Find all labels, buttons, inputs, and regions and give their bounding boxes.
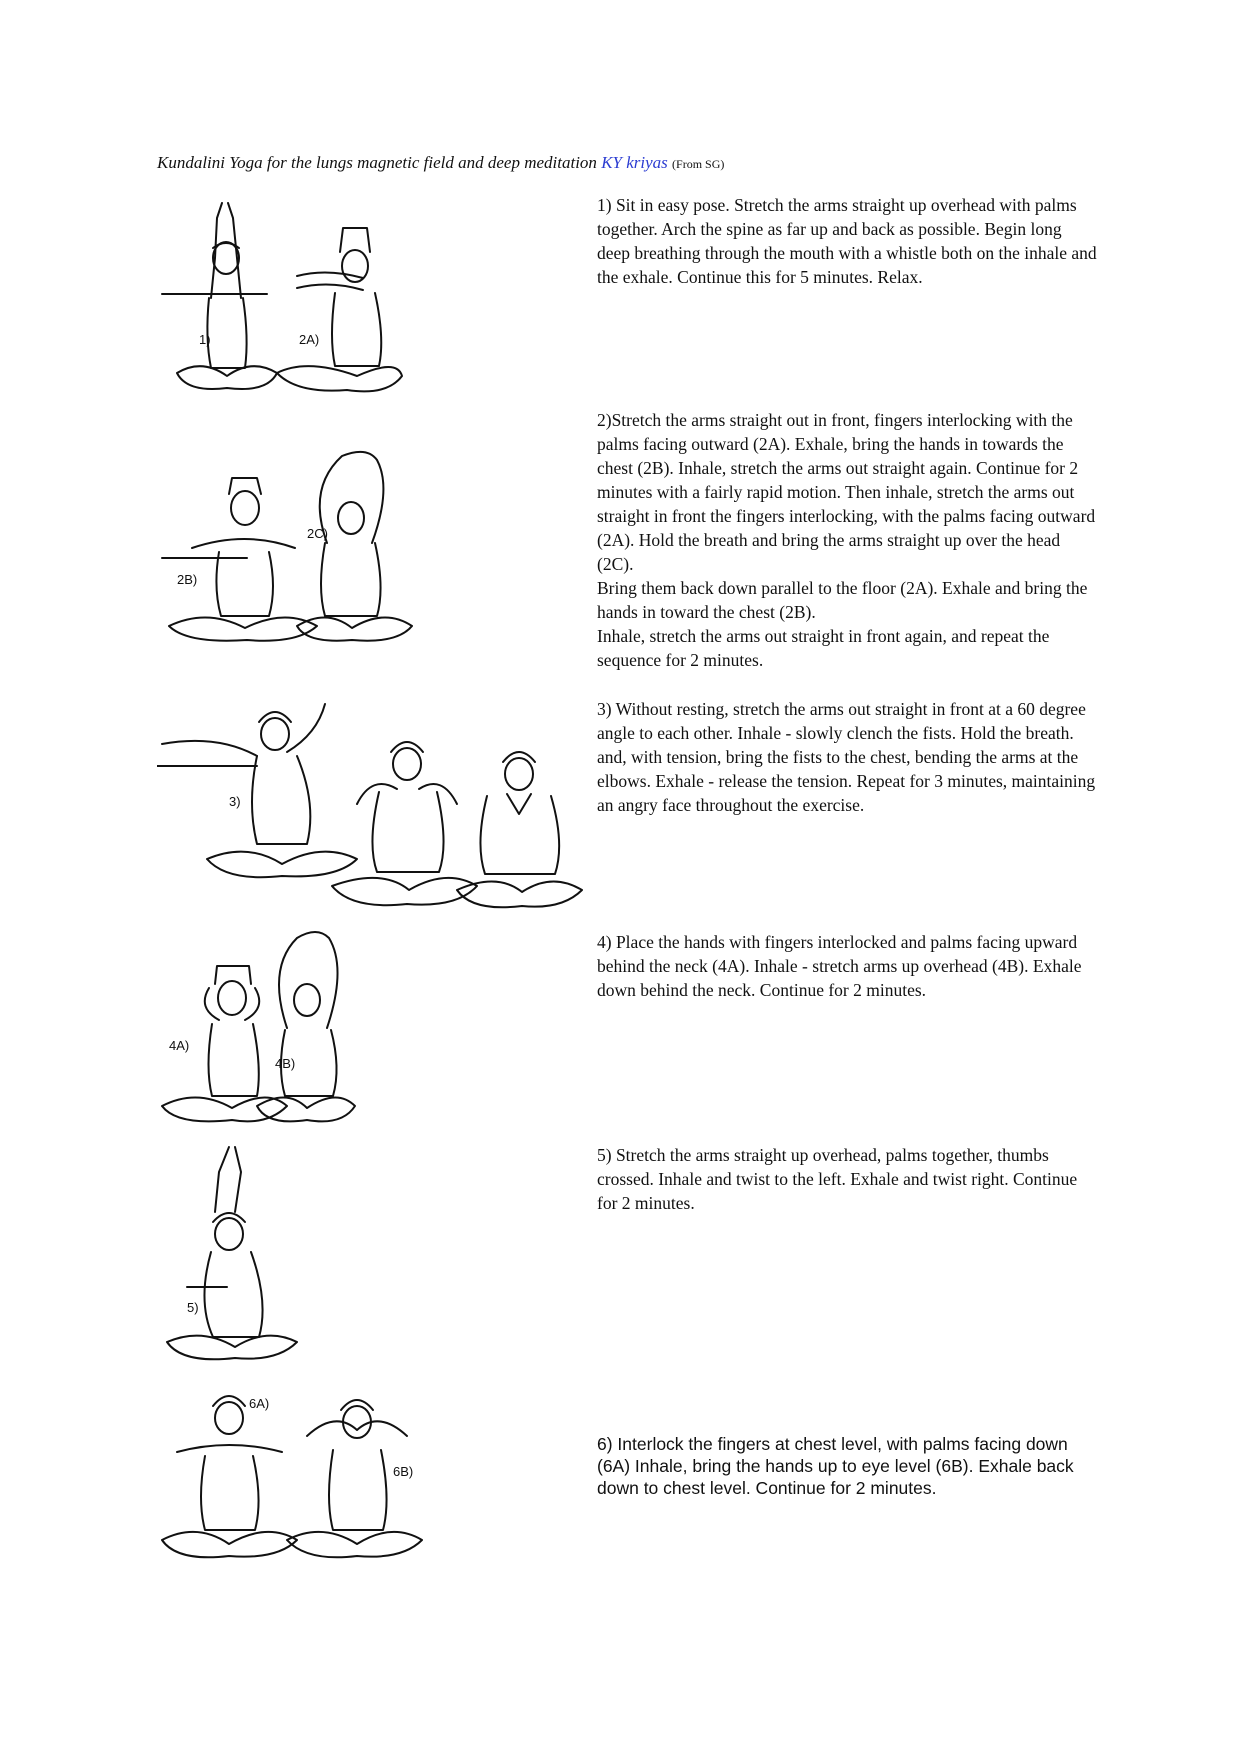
ky-kriyas-link[interactable]: KY kriyas — [601, 153, 668, 172]
figure-5 — [157, 1142, 317, 1367]
figure-label: 6A) — [249, 1396, 270, 1411]
figure-label: 4A) — [169, 1038, 190, 1053]
figure-label: 2A) — [299, 332, 320, 347]
figure-label: 1) — [199, 332, 211, 347]
step-3-text: 3) Without resting, stretch the arms out straight in front at a 60 degree angle to each other. Inhale - slowly clench the fists. Hold the breath. and, with tension, bring the fists to the chest, bending the arms at the elbows. Exhale - release the tension. Repeat for 3 minutes, maintaining an angry face throughout the exercise. — [597, 699, 1096, 815]
figure-6a-6b — [157, 1380, 427, 1565]
title-text: Kundalini Yoga for the lungs magnetic field and deep meditation — [157, 153, 597, 172]
step-5-text: 5) Stretch the arms straight up overhead, palms together, thumbs crossed. Inhale and twist to the left. Exhale and twist right. Continue for 2 minutes. — [597, 1145, 1078, 1213]
page-title — [157, 153, 724, 173]
figure-2b-2c — [157, 448, 417, 648]
figure-label: 2C) — [307, 526, 328, 541]
step-2-text: 2)Stretch the arms straight out in front, fingers interlocking with the palms facing outward (2A). Exhale, bring the hands in towards the chest (2B). Inhale, stretch the arms out straight again. Continue for 2 minutes with a fairly rapid motion. Then inhale, stretch the arms out straight in front the fingers interlocking, with the palms facing outward (2A). Hold the breath and bring the arms straight up over the head (2C). Bring them back down parallel to the floor (2A). Exhale and bring the hands in toward the chest (2B). Inhale, stretch the arms out straight in front again, and repeat the sequence for 2 minutes. — [597, 410, 1096, 670]
step-6-text: 6) Interlock the fingers at chest level, with palms facing down (6A) Inhale, bring the hands up to eye level (6B). Exhale back down to chest level. Continue for 2 minutes. — [597, 1434, 1074, 1498]
source-note: (From SG) — [672, 157, 725, 171]
figure-3 — [157, 694, 587, 924]
figure-label: 5) — [187, 1300, 199, 1315]
step-1-text: 1) Sit in easy pose. Stretch the arms straight up overhead with palms together. Arch the spine as far up and back as possible. Begin long deep breathing through the mouth with a whistle both on the inhale and the exhale. Continue this for 5 minutes. Relax. — [597, 195, 1097, 287]
figure-4a-4b — [157, 928, 357, 1133]
figure-label: 4B) — [275, 1056, 296, 1071]
figure-label: 3) — [229, 794, 241, 809]
figure-1-2a — [157, 198, 407, 403]
figure-label: 2B) — [177, 572, 198, 587]
step-4-text: 4) Place the hands with fingers interlocked and palms facing upward behind the neck (4A). Inhale - stretch arms up overhead (4B). Exhale down behind the neck. Continue for 2 minutes. — [597, 932, 1082, 1000]
figure-label: 6B) — [393, 1464, 414, 1479]
